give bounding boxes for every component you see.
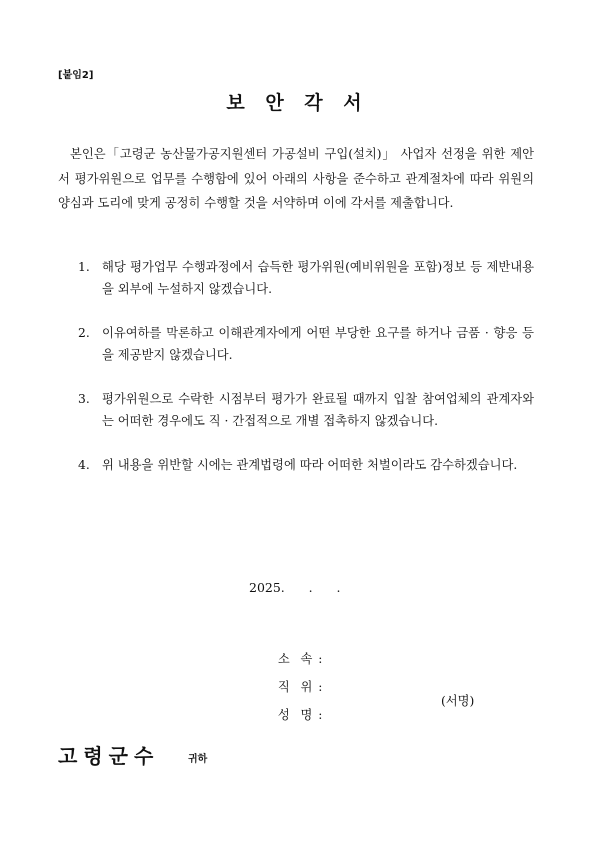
intro-paragraph: 본인은「고령군 농산물가공지원센터 가공설비 구입(설치)」 사업자 선정을 위한 제안서 평가위원으로 업무를 수행함에 있어 아래의 사항을 준수하고 관계절차에 따라 위원의 양심과 도리에 맞게 공정히 수행할 것을 서약하며 이에 각서를 제출합니다.: [58, 147, 534, 210]
name-label: 성 명 :: [277, 708, 324, 722]
document-title: 보 안 각 서: [226, 92, 369, 114]
pledge-item-text: 위 내용을 위반할 시에는 관계법령에 따라 어떠한 처벌이라도 감수하겠습니다.: [102, 458, 518, 472]
honorific: 귀하: [188, 754, 208, 765]
pledge-item: [78, 388, 534, 432]
pledge-item-text: 평가위원으로 수락한 시점부터 평가가 완료될 때까지 입찰 참여업체의 관계자와는 어떠한 경우에도 직 · 간접적으로 개별 접촉하지 않겠습니다.: [102, 392, 534, 428]
pledge-item: [78, 454, 534, 476]
recipient: 고령군수: [58, 744, 160, 768]
attachment-label: [붙임2]: [58, 70, 94, 81]
signature-placeholder: (서명): [441, 694, 475, 708]
pledge-item-text: 이유여하를 막론하고 이해관계자에게 어떤 부당한 요구를 하거나 금품 · 향응 등을 제공받지 않겠습니다.: [102, 326, 534, 362]
name-line: [270, 691, 330, 723]
pledge-list: [78, 256, 534, 476]
pledge-item-number: 1.: [78, 260, 90, 274]
pledge-item: [78, 322, 534, 366]
position-label: 직 위 :: [277, 680, 324, 694]
pledge-item-number: 3.: [78, 392, 90, 406]
pledge-item: [78, 256, 534, 300]
signing-date: 2025. . .: [249, 580, 341, 595]
pledge-item-number: 4.: [78, 458, 90, 472]
affiliation-label: 소 속 :: [277, 652, 324, 666]
pledge-item-text: 해당 평가업무 수행과정에서 습득한 평가위원(예비위원을 포함)정보 등 제반내용을 외부에 누설하지 않겠습니다.: [102, 260, 534, 296]
pledge-item-number: 2.: [78, 326, 90, 340]
